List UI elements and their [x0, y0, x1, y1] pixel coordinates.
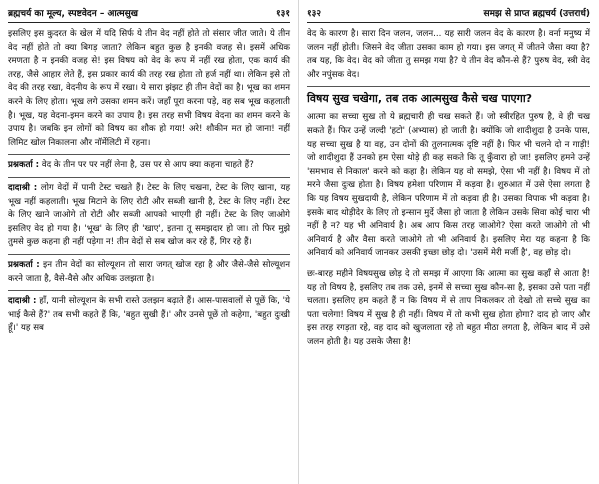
paragraph-text: छः-बारह महीने विषयसुख छोड़ दे तो समझ में आएगा कि आत्मा का सुख कहाँ से आता है! यह तो विषय है, इसलिए तब तक उसे, इनमें से सच्चा सुख कौन-सा है, इसका उसे पता नहीं चलता। इसलिए हम कहते हैं न कि विषय में से ताप निकलकर तो देखो तो सच्चे सुख का पता चलेगा! विषय में सुख है ही नहीं। विषय में तो कभी सुख होता होगा? दाद हो जाए और इस तरह रगड़ता रहे, वह दाद को खुजलाता रहे तो बहुत मीठा लगता है, लेकिन बाद में उसे जलन होती है। यह उसके जैसा है! [307, 268, 590, 347]
left-paragraph [8, 28, 290, 150]
paragraph-text: इसलिए इस कुदरत के खेल में यदि सिर्फ ये तीन वेद नहीं होते तो संसार जीत जाते। ये तीन वेद नहीं होते तो क्या बिगड़ जाता? लेकिन बहुत कुछ है इनकी वजह से। इसमें अधिक रमणता है न इनकी वजह से! इस विषय को वेद के रूप में नहीं रख होता, एक कार्य की तरह, जैसे आहार लेते हैं, इस प्रकार कार्य की तरह रख होता तो हर्ज नहीं था। लेकिन इसे तो वेद की तरह रखा, वेदनीय के रूप में रखा। ये सारा झंझट ही तीन वेदों का है। भूख का शमन करने के लिए होता। भूख लगे उसका शमन करें। जहाँ पूरा करना पड़े, वह सब भूख कहलाती है। भूख, यह वेदना-इमन करने का उपाय है। इस तरह सभी विषय वेदना का शमन करने के उपाय है। जबकि इन लोगों को विषय का शौक हो गया! अरे! शौकीन मत हो जाना! नहीं लिमिट खोल निकालना और नॉर्मेलिटी में रहना। [8, 29, 290, 148]
left-page-number: १३१ [275, 9, 290, 19]
right-paragraph [307, 268, 590, 350]
left-paragraph [8, 295, 290, 336]
left-running-title: ब्रह्मचर्य का मूल्य, स्पष्टवेदन – आत्मसुख [8, 9, 139, 19]
right-page-header [307, 6, 590, 23]
paragraph-text: इन तीन वेदों का सोल्यूशन तो सारा जगत् खोज रहा है और जैसे-जैसे सोल्यूशन करने जाता है, वैसे-वैसे और अधिक उलझता है। [8, 259, 290, 284]
left-page [0, 0, 299, 484]
divider [8, 154, 290, 155]
right-paragraph [307, 28, 590, 82]
paragraph-text: हाँ, यानी सोल्यूशन के सभी रास्ते उलझन बढ़ाते हैं। आस-पासवालों से पूछें कि, 'ये भाई कैसे हैं?' तब सभी कहते हैं कि, 'बहुत सुखी हैं।' और उनसे पूछें तो कहेगा, 'बहुत दुःखी हूँ।' यह सब [8, 296, 290, 334]
divider [8, 290, 290, 291]
speaker-label: प्रश्नकर्ता : [8, 259, 40, 270]
left-page-header [8, 6, 290, 23]
right-running-title: समझ से प्राप्त ब्रह्मचर्य (उत्तरार्ध) [483, 9, 590, 19]
speaker-label: दादाश्री : [8, 296, 37, 307]
paragraph-text: वेद के कारण है। सारा दिन जलन, जलन... यह सारी जलन वेद के कारण है। वर्ना मनुष्य में जलन नहीं होती। जिसने वेद जीता उसका काम हो गया। इस जगत् में जीतने जैसा क्या है? तब यह, कि वेद। वेद को जीता तु समझ गया है? ये तीन वेद कौन-से हैं? पुरुष वेद, स्त्री वेद और नपुंसक वेद। [307, 29, 590, 80]
paragraph-text: वेद के तीन पर पर नहीं लेना है, उस पर से आप क्या कहना चाहते हैं? [41, 160, 254, 171]
speaker-label: प्रश्नकर्ता : [8, 160, 40, 171]
right-paragraph [307, 111, 590, 261]
divider [307, 86, 590, 87]
paragraph-text: लोग वेदों में पानी टेस्ट चखते हैं। टेस्ट के लिए चखना, टेस्ट के लिए खाना, यह भूख नहीं कहलाती। भूख मिटाने के लिए रोटी और सब्जी खानी है, टेस्ट के लिए नहीं। टेस्ट के लिए खाने जाओगे तो रोटी और सब्जी आपको भाएगी ही नहीं। टेस्ट के लिए जाओगे इसलिए वेद हो गया है। 'भूख' के लिए ही 'खाए', इतना तू समझदार हो जा। तो फिर मुझे तुमसे कुछ कहना ही नहीं पड़ेगा न! तीन वेदों से सब खोज कर रहे हैं, गिर रहे हैं। [8, 182, 291, 248]
left-paragraph [8, 259, 290, 286]
divider [8, 177, 290, 178]
left-paragraph [8, 159, 290, 173]
left-paragraph [8, 182, 290, 250]
right-page-number: १३२ [307, 9, 322, 19]
right-page [299, 0, 598, 484]
divider [8, 254, 290, 255]
paragraph-text: आत्मा का सच्चा सुख तो ये ब्रह्मचारी ही चख सकते हैं। जो स्त्रीरहित पुरुष है, वे ही चख सकते हैं। फिर उन्हें जल्दी 'हटो' (अभ्यास) हो जाती है। क्योंकि जो शादीशुदा है उनके पास, यह सच्चा सुख है या वह, उन दोनों की तुलनात्मक दृष्टि नहीं है। फिर भी चलने दो न गाड़ी! जो शादीशुदा हैं उनको हम ऐसा थोड़े ही कह सकते कि तू कुँवारा हो जा! इसलिए हमने उन्हें 'समभाव से निकाल' करने को कहा है। लेकिन यह वो समझे, ऐसा भी नहीं है। विषय में तो मरने जैसा दुःख होता है। विषय हमेशा परिणाम में कड़वा है। शुरुआत में उसे ऐसा लगता है कि यह विषय सुखदायी है, लेकिन परिणाम में तो कड़वा ही है। उसका विपाक भी कड़वा है। इसके बाद थोड़ीदेर के लिए तो इन्सान मुर्दे जैसा हो जाता है लेकिन उसके सिवा कोई चारा भी नहीं है न? यह भी अनिवार्य है। अब आप किस तरह जाओगे? ऐसा करते जाओगे तो भी अनिवार्य है और वैसा करते जाओगे तो भी अनिवार्य है। इसलिए मेरा यह कहना है कि अनिवार्य को अनिवार्य जानकर उसकी इच्छा छोड़ दो। 'उसमें मेरी मर्जी है', वह छोड़ दो। [307, 112, 590, 259]
speaker-label: दादाश्री : [8, 182, 38, 193]
section-heading: विषय सुख चखेगा, तब तक आत्मसुख कैसे चख पाएगा? [307, 92, 533, 106]
